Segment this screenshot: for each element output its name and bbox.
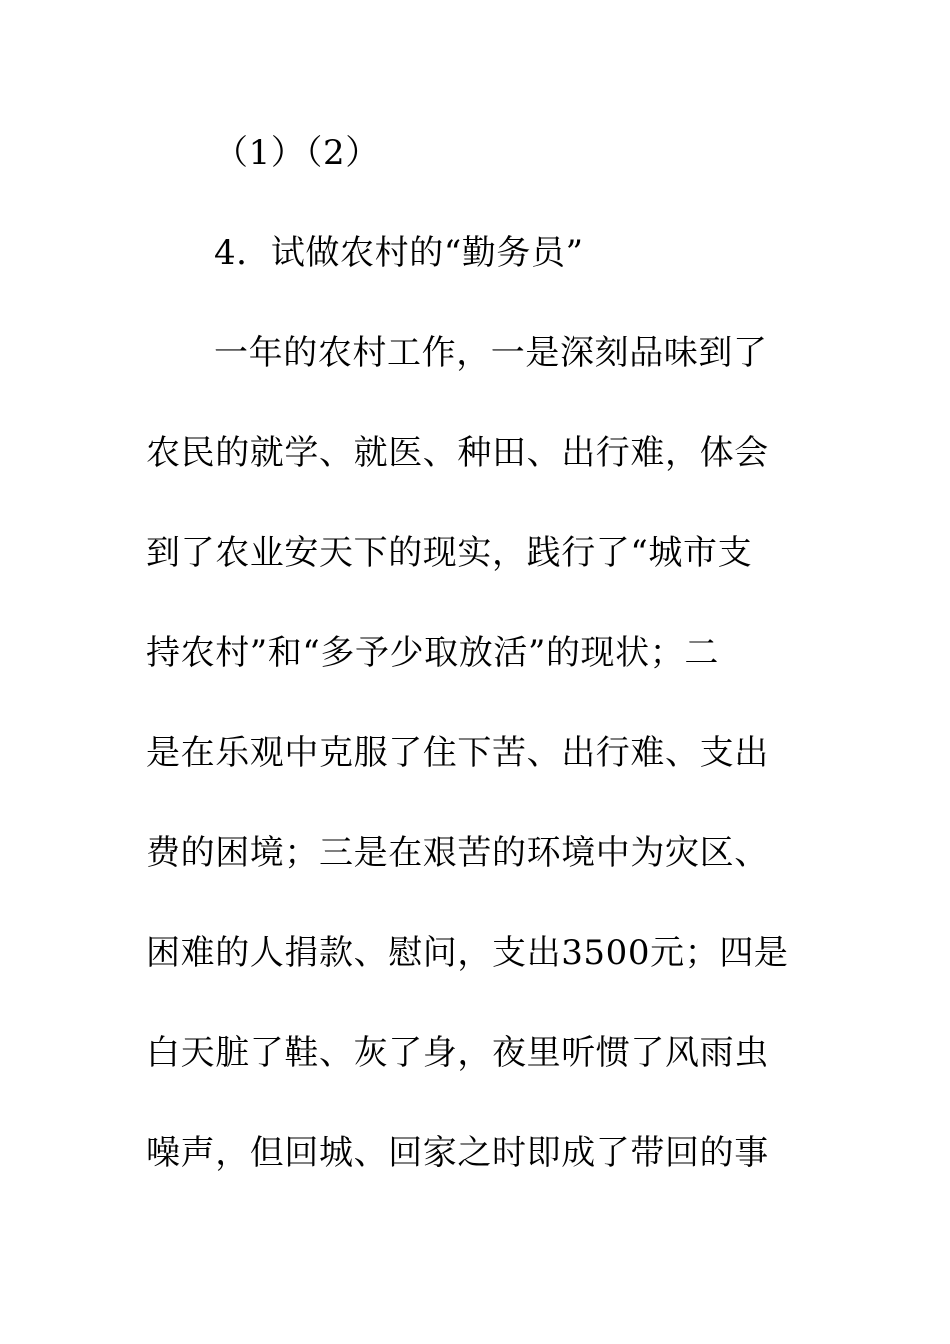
text-line-figure-refs: （1）（2） — [214, 133, 380, 173]
paragraph-line: 是在乐观中克服了住下苦、出行难、支出 — [146, 733, 769, 773]
paragraph-line: 费的困境；三是在艰苦的环境中为灾区、 — [146, 833, 769, 873]
section-heading: 4．试做农村的“勤务员” — [214, 233, 584, 273]
paragraph-line: 持农村”和“多予少取放活”的现状；二 — [146, 633, 719, 673]
paragraph-line: 白天脏了鞋、灰了身，夜里听惯了风雨虫 — [146, 1033, 769, 1073]
paragraph-line: 到了农业安天下的现实，践行了“城市支 — [146, 533, 753, 573]
paragraph-line: 困难的人捐款、慰问，支出3500元；四是 — [146, 933, 789, 973]
paragraph-line: 一年的农村工作，一是深刻品味到了 — [214, 333, 768, 373]
paragraph-line: 噪声，但回城、回家之时即成了带回的事 — [146, 1133, 769, 1173]
paragraph-line: 农民的就学、就医、种田、出行难，体会 — [146, 433, 769, 473]
